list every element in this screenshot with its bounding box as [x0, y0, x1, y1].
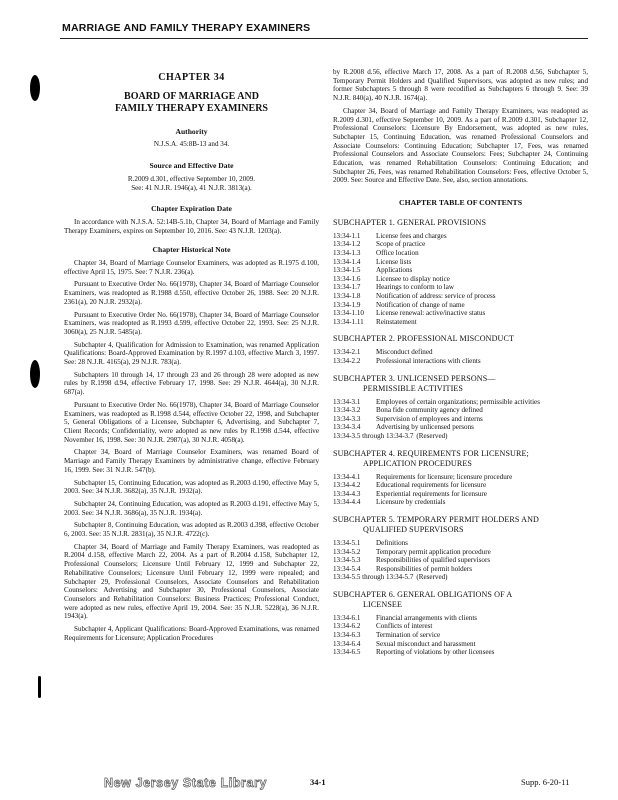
toc-section-number: 13:34-6.1 [333, 613, 361, 622]
authority-text: N.J.S.A. 45:8B-13 and 34. [153, 140, 230, 149]
toc-section-row[interactable] [333, 498, 588, 507]
library-watermark: New Jersey State Library [104, 776, 268, 790]
toc-subchapter-title[interactable] [333, 515, 588, 535]
toc-section-number: 13:34-1.1 [333, 231, 361, 240]
history-paragraph: Chapter 34, Board of Marriage Counselor Examiners, was adopted as R.1975 d.100, effective April 15, 1975. See: 7 N.J.R. 236(a). [64, 259, 319, 276]
toc-section-title: Bona fide community agency defined [376, 406, 483, 415]
toc-section-number: 13:34-5.5 through 13:34-5.7 [333, 573, 414, 582]
chapter-label: CHAPTER 34 [158, 72, 225, 83]
toc-section-number: 13:34-2.1 [333, 348, 361, 357]
toc-section-row[interactable] [333, 249, 588, 258]
toc-subchapter-title-cont: PERMISSIBLE ACTIVITIES [363, 383, 464, 393]
toc-section-title: Misconduct defined [376, 348, 433, 357]
history-paragraph: Subchapter 4, Qualification for Admission to Examination, was renamed Application Qualifications: Board-Approved Examination by R.1997 d.103, effective March 3, 1997. See: 28 N.J.R. 4165(a), 29 N.J.R. 783(a). [64, 340, 319, 367]
toc-section-title: (Reserved) [416, 431, 448, 440]
history-paragraph: Pursuant to Executive Order No. 66(1978), Chapter 34, Board of Marriage Counselor Examiners, was readopted as R.1998 d.544, effective October 22, 1998, and Subchapter 5, General Obligations of a Licensee, Subchapter 6, Advertising, and Subchapter 7, Client Records; Confidentiality, were adopted as new rules by R.1998 d.544, effective November 16, 1998. See: 30 N.J.R. 2987(a), 30 N.J.R. 4058(a). [64, 400, 319, 444]
history-paragraph: Subchapter 4, Applicant Qualifications: Board-Approved Examinations, was renamed Requirements for Licensure; Application Procedures [64, 625, 319, 642]
toc-subchapter-title[interactable] [333, 374, 588, 394]
toc-section-title: Supervision of employees and interns [376, 414, 483, 423]
toc-section-title: Educational requirements for licensure [376, 481, 487, 490]
toc-section-row[interactable] [333, 309, 588, 318]
right-column [333, 68, 588, 657]
toc-section-row[interactable] [333, 266, 588, 275]
page-number: 34-1 [310, 777, 326, 787]
toc-section-row[interactable] [333, 490, 588, 499]
toc-section-row[interactable] [333, 292, 588, 301]
source-line: See: 41 N.J.R. 1946(a), 41 N.J.R. 3813(a). [131, 183, 252, 192]
toc-section-title: Reinstatement [376, 317, 417, 326]
toc-subchapter-title[interactable] [333, 590, 588, 610]
toc-section-row[interactable] [333, 432, 588, 441]
history-paragraph: by R.2008 d.56, effective March 17, 2008. As a part of R.2008 d.56, Subchapter 5, Temporary Permit Holders and Qualified Supervisors, was adopted as new rules; and former Subchapters 5 through 8 were recodified as Subchapters 6 through 9. See: 39 N.J.R. 840(a), 40 N.J.R. 1674(a). [333, 68, 588, 103]
history-paragraph: Subchapter 24, Continuing Education, was adopted as R.2003 d.191, effective May 5, 2003. See: 34 N.J.R. 3686(a), 35 N.J.R. 1934(a). [64, 499, 319, 517]
toc-subchapter-title[interactable] [333, 334, 588, 344]
binder-hole-bottom [38, 676, 41, 698]
expiration-heading: Chapter Expiration Date [151, 204, 232, 214]
toc-section-row[interactable] [333, 481, 588, 490]
history-paragraph: Subchapter 8, Continuing Education, was adopted as R.2003 d.398, effective October 6, 2003. See: 35 N.J.R. 2831(a), 35 N.J.R. 4722(c). [64, 521, 319, 539]
toc-section-number: 13:34-1.10 [333, 309, 364, 318]
toc-section-number: 13:34-6.2 [333, 622, 361, 631]
toc-section-row[interactable] [333, 565, 588, 574]
toc-section-number: 13:34-1.2 [333, 240, 361, 249]
expiration-text: In accordance with N.J.S.A. 52:14B-5.1b, Chapter 34, Board of Marriage and Family Therapy Examiners, expires on September 10, 2016. See: 43 N.J.R. 1203(a). [64, 217, 319, 235]
toc-section-row[interactable] [333, 640, 588, 649]
toc-section-row[interactable] [333, 423, 588, 432]
toc-section-number: 13:34-5.2 [333, 547, 361, 556]
supplement-date: Supp. 6-20-11 [521, 777, 570, 787]
board-title [64, 91, 319, 115]
history-paragraph: Pursuant to Executive Order No. 66(1978), Chapter 34, Board of Marriage Counselor Examiners, was readopted as R.1988 d.550, effective October 26, 1988. See: 20 N.J.R. 2361(a), 20 N.J.R. 2932(a). [64, 280, 319, 306]
authority-heading: Authority [175, 126, 208, 136]
toc-section-title: Experiential requirements for licensure [376, 489, 487, 498]
toc-section-title: Scope of practice [376, 240, 426, 249]
binder-hole-top [30, 75, 40, 101]
toc-section-number: 13:34-4.3 [333, 489, 361, 498]
toc-section-row[interactable] [333, 473, 588, 482]
toc-subchapter-title-text: SUBCHAPTER 4. REQUIREMENTS FOR LICENSURE; [333, 448, 529, 458]
toc-subchapter-title-cont: LICENSEE [363, 599, 403, 609]
toc-section-title: Sexual misconduct and harassment [376, 639, 476, 648]
history-paragraph: Chapter 34, Board of Marriage and Family Therapy Examiners, was readopted as R.2009 d.301, effective September 10, 2009. As a part of R.2009 d.301, Subchapter 12, Professional Counselors: Licensure By Endorsement, was adopted as new rules, Subchapter 15, Continuing Education, was renamed Professional Counselors and Associate Counselors: Continuing Education; Subchapter 17, Fees, was renamed Professional Counselors and Associate Counselors: Fees; Subchapter 24, Continuing Education, was renamed Rehabilitation Counselors: Continuing Education; and Subchapter 26, Fees, was renamed Rehabilitation Counselors: Fees, effective October 5, 2009. See: Source and Effective Date. See, also, section annotations. [333, 106, 588, 185]
toc-section-title: Licensure by credentials [376, 498, 446, 507]
toc-subchapter-title-text: SUBCHAPTER 2. PROFESSIONAL MISCONDUCT [333, 334, 515, 344]
toc-section-title: Conflicts of interest [376, 622, 433, 631]
toc-section-row[interactable] [333, 614, 588, 623]
toc-section-title: Employees of certain organizations; permissible activities [376, 397, 540, 406]
history-paragraph: Pursuant to Executive Order No. 66(1978), Chapter 34, Board of Marriage Counselor Examiners, was readopted as R.1993 d.599, effective October 22, 1993. See: 25 N.J.R. 3060(a), 25 N.J.R. 5485(a). [64, 310, 319, 336]
source-heading: Source and Effective Date [149, 161, 234, 171]
toc-section-number: 13:34-1.9 [333, 300, 361, 309]
board-title-line: BOARD OF MARRIAGE AND [124, 90, 259, 102]
toc-heading: CHAPTER TABLE OF CONTENTS [398, 198, 523, 208]
toc-section-row[interactable] [333, 240, 588, 249]
toc-section-number: 13:34-6.4 [333, 639, 361, 648]
toc-section-title: Hearings to conform to law [376, 283, 455, 292]
toc-subchapter-title-cont: QUALIFIED SUPERVISORS [363, 524, 464, 534]
toc-subchapter-title-cont: APPLICATION PROCEDURES [363, 458, 473, 468]
toc-section-number: 13:34-3.2 [333, 406, 361, 415]
toc-section-number: 13:34-4.1 [333, 472, 361, 481]
toc-subchapter-title[interactable] [333, 218, 588, 228]
toc-section-number: 13:34-6.5 [333, 648, 361, 657]
toc-section-row[interactable] [333, 283, 588, 292]
toc-section-row[interactable] [333, 648, 588, 657]
toc-section-row[interactable] [333, 348, 588, 357]
toc-section-number: 13:34-3.4 [333, 423, 361, 432]
toc-subchapter-title-text: SUBCHAPTER 6. GENERAL OBLIGATIONS OF A [333, 589, 513, 599]
toc-section-number: 13:34-1.11 [333, 317, 364, 326]
toc-section-title: Definitions [376, 538, 408, 547]
toc-section-title: Reporting of violations by other licensees [376, 648, 495, 657]
toc-section-title: License fees and charges [376, 231, 447, 240]
toc-section-row[interactable] [333, 548, 588, 557]
table-of-contents [333, 218, 588, 657]
toc-subchapter-title-text: SUBCHAPTER 1. GENERAL PROVISIONS [333, 217, 487, 227]
toc-section-title: License lists [376, 257, 412, 266]
toc-section-row[interactable] [333, 398, 588, 407]
toc-subchapter-title-text: SUBCHAPTER 5. TEMPORARY PERMIT HOLDERS AND [333, 514, 539, 524]
toc-section-number: 13:34-6.3 [333, 631, 361, 640]
toc-section-title: Notification of change of name [376, 300, 465, 309]
toc-section-number: 13:34-5.3 [333, 556, 361, 565]
toc-section-title: Responsibilities of permit holders [376, 564, 472, 573]
toc-section-row[interactable] [333, 232, 588, 241]
toc-section-row[interactable] [333, 357, 588, 366]
board-title-line: FAMILY THERAPY EXAMINERS [115, 102, 268, 114]
header-rule [60, 38, 588, 39]
toc-subchapter-title[interactable] [333, 449, 588, 469]
toc-section-title: Temporary permit application procedure [376, 547, 491, 556]
source-line: R.2009 d.301, effective September 10, 2009. [127, 174, 256, 183]
history-paragraph: Subchapter 15, Continuing Education, was adopted as R.2003 d.190, effective May 5, 2003. See: 34 N.J.R. 3682(a), 35 N.J.R. 1932(a). [64, 478, 319, 496]
toc-section-title: Notification of address: service of process [376, 292, 496, 300]
toc-section-number: 13:34-1.8 [333, 292, 361, 300]
running-head: MARRIAGE AND FAMILY THERAPY EXAMINERS [62, 22, 311, 34]
toc-section-row[interactable] [333, 406, 588, 415]
toc-section-number: 13:34-4.2 [333, 481, 361, 490]
toc-section-row[interactable] [333, 573, 588, 582]
toc-section-number: 13:34-4.4 [333, 498, 361, 507]
toc-section-row[interactable] [333, 301, 588, 310]
toc-section-row[interactable] [333, 415, 588, 424]
toc-section-row[interactable] [333, 556, 588, 565]
toc-section-title: Termination of service [376, 631, 441, 640]
toc-section-title: Professional interactions with clients [376, 356, 481, 365]
toc-section-title: Responsibilities of qualified supervisors [376, 556, 491, 565]
toc-section-title: (Reserved) [416, 573, 448, 582]
history-paragraph: Subchapters 10 through 14, 17 through 23 and 26 through 28 were adopted as new rules by R.1998 d.94, effective February 17, 1998. See: 29 N.J.R. 4644(a), 30 N.J.R. 687(a). [64, 370, 319, 397]
toc-section-title: License renewal: active/inactive status [376, 309, 486, 318]
toc-subchapter-title-text: SUBCHAPTER 3. UNLICENSED PERSONS— [333, 373, 496, 383]
toc-section-number: 13:34-1.4 [333, 257, 361, 266]
toc-section-row[interactable] [333, 258, 588, 267]
toc-section-number: 13:34-1.5 [333, 266, 361, 275]
toc-section-row[interactable] [333, 275, 588, 284]
toc-section-number: 13:34-5.1 [333, 538, 361, 547]
toc-section-number: 13:34-1.6 [333, 274, 361, 283]
left-column [64, 68, 319, 646]
toc-section-number: 13:34-1.7 [333, 283, 361, 292]
toc-section-title: Licensee to display notice [376, 274, 450, 283]
history-paragraph: Chapter 34, Board of Marriage and Family Therapy Examiners, was readopted as R.2004 d.158, effective March 22, 2004. As a part of R.2004 d.158, Subchapter 12, Professional Counselors; Licensure Until February 12, 1999 and Subchapter 22, Rehabilitative Counselors; Licensure Until February 12, 1999 were repealed; and Subchapter 29, Professional Counselors, Associate Counselors and Rehabilitation Counselors: Advertising and Subchapter 30, Professional Counselors, Associate Counselors and Rehabilitation Counselors: Business Practices; Professional Conduct, were adopted as new rules, effective April 19, 2004. See: 35 N.J.R. 5228(a), 36 N.J.R. 1943(a). [64, 542, 319, 621]
history-paragraph: Chapter 34, Board of Marriage Counselor Examiners, was renamed Board of Marriage and Family Therapy Examiners by administrative change, effective February 16, 1999. See: 31 N.J.R. 547(b). [64, 448, 319, 474]
toc-section-number: 13:34-3.5 through 13:34-3.7 [333, 431, 414, 440]
toc-section-title: Applications [376, 266, 413, 275]
toc-section-number: 13:34-1.3 [333, 249, 361, 258]
toc-section-number: 13:34-2.2 [333, 356, 361, 365]
toc-section-title: Financial arrangements with clients [376, 613, 478, 622]
historical-notes [64, 259, 319, 642]
toc-section-row[interactable] [333, 318, 588, 327]
toc-section-title: Requirements for licensure; licensure procedure [376, 472, 513, 481]
toc-section-title: Office location [376, 249, 419, 258]
toc-section-title: Advertising by unlicensed persons [376, 423, 474, 432]
toc-section-number: 13:34-3.3 [333, 414, 361, 423]
toc-section-number: 13:34-5.4 [333, 564, 361, 573]
toc-section-row[interactable] [333, 622, 588, 631]
historical-heading: Chapter Historical Note [152, 245, 231, 255]
toc-section-number: 13:34-3.1 [333, 397, 361, 406]
binder-hole-middle [30, 360, 40, 388]
toc-section-row[interactable] [333, 631, 588, 640]
toc-section-row[interactable] [333, 539, 588, 548]
